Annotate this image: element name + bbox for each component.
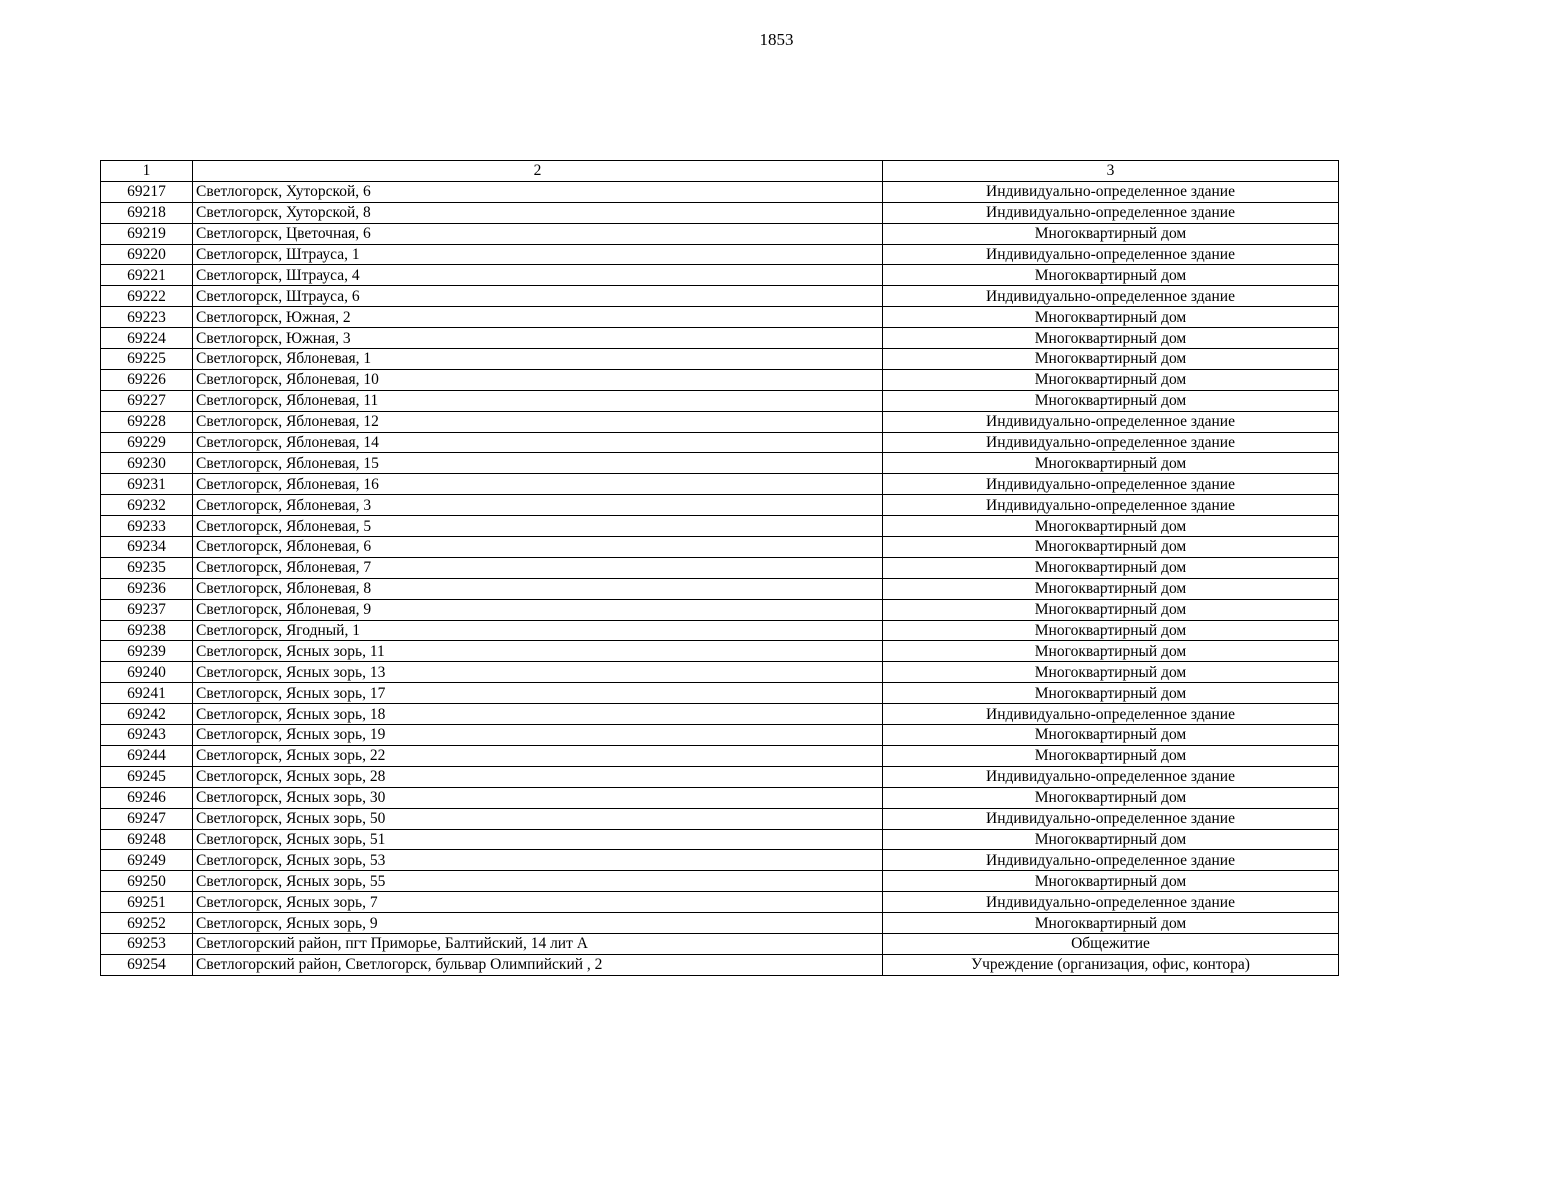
- cell-building-type: Многоквартирный дом: [883, 557, 1339, 578]
- table-row: [101, 453, 1339, 474]
- cell-building-type: Многоквартирный дом: [883, 516, 1339, 537]
- cell-number: 69227: [101, 390, 193, 411]
- cell-number: 69234: [101, 537, 193, 558]
- table-row: [101, 641, 1339, 662]
- cell-building-type: Многоквартирный дом: [883, 453, 1339, 474]
- cell-building-type: Индивидуально-определенное здание: [883, 202, 1339, 223]
- cell-building-type: Многоквартирный дом: [883, 662, 1339, 683]
- column-header-type: 3: [883, 161, 1339, 182]
- cell-building-type: Индивидуально-определенное здание: [883, 474, 1339, 495]
- cell-number: 69249: [101, 850, 193, 871]
- cell-number: 69226: [101, 369, 193, 390]
- cell-address: Светлогорск, Ясных зорь, 13: [193, 662, 883, 683]
- cell-address: Светлогорск, Яблоневая, 3: [193, 495, 883, 516]
- cell-address: Светлогорск, Штрауса, 1: [193, 244, 883, 265]
- cell-number: 69218: [101, 202, 193, 223]
- cell-number: 69223: [101, 307, 193, 328]
- table-row: [101, 787, 1339, 808]
- cell-number: 69244: [101, 745, 193, 766]
- cell-building-type: Многоквартирный дом: [883, 683, 1339, 704]
- cell-building-type: Многоквартирный дом: [883, 328, 1339, 349]
- cell-building-type: Общежитие: [883, 933, 1339, 954]
- cell-number: 69236: [101, 578, 193, 599]
- table-row: [101, 829, 1339, 850]
- cell-building-type: Индивидуально-определенное здание: [883, 244, 1339, 265]
- table-row: [101, 349, 1339, 370]
- column-header-address: 2: [193, 161, 883, 182]
- cell-number: 69221: [101, 265, 193, 286]
- table-row: [101, 871, 1339, 892]
- cell-number: 69239: [101, 641, 193, 662]
- table-row: [101, 286, 1339, 307]
- cell-building-type: Многоквартирный дом: [883, 745, 1339, 766]
- table-row: [101, 620, 1339, 641]
- cell-number: 69247: [101, 808, 193, 829]
- cell-building-type: Индивидуально-определенное здание: [883, 808, 1339, 829]
- cell-address: Светлогорск, Штрауса, 4: [193, 265, 883, 286]
- cell-address: Светлогорск, Штрауса, 6: [193, 286, 883, 307]
- cell-address: Светлогорский район, пгт Приморье, Балтийский, 14 лит А: [193, 933, 883, 954]
- cell-building-type: Индивидуально-определенное здание: [883, 411, 1339, 432]
- cell-address: Светлогорск, Хуторской, 8: [193, 202, 883, 223]
- cell-building-type: Многоквартирный дом: [883, 390, 1339, 411]
- cell-address: Светлогорск, Яблоневая, 5: [193, 516, 883, 537]
- cell-number: 69238: [101, 620, 193, 641]
- table-row: [101, 181, 1339, 202]
- table-row: [101, 474, 1339, 495]
- cell-number: 69250: [101, 871, 193, 892]
- cell-address: Светлогорск, Южная, 3: [193, 328, 883, 349]
- table-row: [101, 808, 1339, 829]
- table-row: [101, 223, 1339, 244]
- cell-number: 69224: [101, 328, 193, 349]
- cell-address: Светлогорск, Ясных зорь, 51: [193, 829, 883, 850]
- cell-building-type: Индивидуально-определенное здание: [883, 892, 1339, 913]
- table-row: [101, 599, 1339, 620]
- cell-number: 69241: [101, 683, 193, 704]
- cell-building-type: Индивидуально-определенное здание: [883, 704, 1339, 725]
- cell-address: Светлогорск, Ясных зорь, 50: [193, 808, 883, 829]
- cell-building-type: Многоквартирный дом: [883, 913, 1339, 934]
- cell-address: Светлогорск, Ягодный, 1: [193, 620, 883, 641]
- table-row: [101, 265, 1339, 286]
- cell-address: Светлогорск, Ясных зорь, 55: [193, 871, 883, 892]
- cell-number: 69242: [101, 704, 193, 725]
- table-row: [101, 704, 1339, 725]
- cell-building-type: Многоквартирный дом: [883, 787, 1339, 808]
- cell-number: 69243: [101, 725, 193, 746]
- cell-number: 69245: [101, 766, 193, 787]
- cell-address: Светлогорск, Яблоневая, 8: [193, 578, 883, 599]
- cell-building-type: Многоквартирный дом: [883, 871, 1339, 892]
- cell-address: Светлогорск, Ясных зорь, 28: [193, 766, 883, 787]
- cell-building-type: Многоквартирный дом: [883, 223, 1339, 244]
- cell-number: 69237: [101, 599, 193, 620]
- cell-address: Светлогорск, Ясных зорь, 9: [193, 913, 883, 934]
- buildings-table: [100, 160, 1339, 976]
- cell-building-type: Многоквартирный дом: [883, 829, 1339, 850]
- cell-number: 69251: [101, 892, 193, 913]
- cell-number: 69228: [101, 411, 193, 432]
- cell-address: Светлогорск, Яблоневая, 15: [193, 453, 883, 474]
- cell-building-type: Индивидуально-определенное здание: [883, 181, 1339, 202]
- cell-number: 69229: [101, 432, 193, 453]
- cell-number: 69219: [101, 223, 193, 244]
- cell-address: Светлогорск, Цветочная, 6: [193, 223, 883, 244]
- cell-building-type: Индивидуально-определенное здание: [883, 432, 1339, 453]
- table-row: [101, 954, 1339, 975]
- cell-address: Светлогорск, Ясных зорь, 53: [193, 850, 883, 871]
- cell-number: 69233: [101, 516, 193, 537]
- table-row: [101, 850, 1339, 871]
- table-row: [101, 557, 1339, 578]
- cell-number: 69217: [101, 181, 193, 202]
- table-row: [101, 516, 1339, 537]
- cell-address: Светлогорск, Ясных зорь, 30: [193, 787, 883, 808]
- cell-building-type: Многоквартирный дом: [883, 537, 1339, 558]
- cell-number: 69246: [101, 787, 193, 808]
- cell-building-type: Многоквартирный дом: [883, 620, 1339, 641]
- cell-address: Светлогорск, Яблоневая, 7: [193, 557, 883, 578]
- table-row: [101, 725, 1339, 746]
- table-row: [101, 913, 1339, 934]
- table-header-row: [101, 161, 1339, 182]
- cell-number: 69235: [101, 557, 193, 578]
- cell-address: Светлогорск, Ясных зорь, 7: [193, 892, 883, 913]
- cell-address: Светлогорск, Яблоневая, 9: [193, 599, 883, 620]
- cell-building-type: Индивидуально-определенное здание: [883, 850, 1339, 871]
- cell-address: Светлогорск, Хуторской, 6: [193, 181, 883, 202]
- table-row: [101, 933, 1339, 954]
- cell-number: 69252: [101, 913, 193, 934]
- cell-address: Светлогорск, Яблоневая, 10: [193, 369, 883, 390]
- cell-address: Светлогорск, Ясных зорь, 11: [193, 641, 883, 662]
- cell-number: 69220: [101, 244, 193, 265]
- cell-building-type: Многоквартирный дом: [883, 369, 1339, 390]
- table-row: [101, 328, 1339, 349]
- table-row: [101, 578, 1339, 599]
- cell-address: Светлогорск, Яблоневая, 14: [193, 432, 883, 453]
- cell-number: 69231: [101, 474, 193, 495]
- cell-address: Светлогорск, Ясных зорь, 18: [193, 704, 883, 725]
- cell-address: Светлогорск, Ясных зорь, 17: [193, 683, 883, 704]
- table-row: [101, 537, 1339, 558]
- cell-number: 69240: [101, 662, 193, 683]
- table-row: [101, 495, 1339, 516]
- cell-address: Светлогорск, Ясных зорь, 22: [193, 745, 883, 766]
- table-body: [101, 161, 1339, 976]
- table-row: [101, 390, 1339, 411]
- cell-address: Светлогорск, Южная, 2: [193, 307, 883, 328]
- table-row: [101, 432, 1339, 453]
- cell-address: Светлогорск, Яблоневая, 11: [193, 390, 883, 411]
- cell-building-type: Многоквартирный дом: [883, 725, 1339, 746]
- table-row: [101, 766, 1339, 787]
- table-row: [101, 892, 1339, 913]
- cell-number: 69253: [101, 933, 193, 954]
- table-row: [101, 307, 1339, 328]
- cell-building-type: Учреждение (организация, офис, контора): [883, 954, 1339, 975]
- cell-building-type: Многоквартирный дом: [883, 265, 1339, 286]
- table-row: [101, 244, 1339, 265]
- cell-address: Светлогорск, Яблоневая, 16: [193, 474, 883, 495]
- column-header-number: 1: [101, 161, 193, 182]
- cell-building-type: Многоквартирный дом: [883, 307, 1339, 328]
- cell-building-type: Многоквартирный дом: [883, 599, 1339, 620]
- cell-building-type: Индивидуально-определенное здание: [883, 495, 1339, 516]
- cell-building-type: Многоквартирный дом: [883, 349, 1339, 370]
- table-row: [101, 369, 1339, 390]
- cell-address: Светлогорск, Ясных зорь, 19: [193, 725, 883, 746]
- table-row: [101, 662, 1339, 683]
- cell-building-type: Индивидуально-определенное здание: [883, 766, 1339, 787]
- table-row: [101, 202, 1339, 223]
- cell-address: Светлогорск, Яблоневая, 6: [193, 537, 883, 558]
- cell-number: 69254: [101, 954, 193, 975]
- cell-number: 69230: [101, 453, 193, 474]
- table-row: [101, 745, 1339, 766]
- table-row: [101, 411, 1339, 432]
- cell-number: 69248: [101, 829, 193, 850]
- cell-address: Светлогорск, Яблоневая, 12: [193, 411, 883, 432]
- table-row: [101, 683, 1339, 704]
- cell-address: Светлогорский район, Светлогорск, бульвар Олимпийский , 2: [193, 954, 883, 975]
- cell-number: 69222: [101, 286, 193, 307]
- cell-building-type: Многоквартирный дом: [883, 578, 1339, 599]
- page-number: 1853: [759, 30, 794, 49]
- cell-building-type: Индивидуально-определенное здание: [883, 286, 1339, 307]
- cell-number: 69232: [101, 495, 193, 516]
- cell-address: Светлогорск, Яблоневая, 1: [193, 349, 883, 370]
- cell-number: 69225: [101, 349, 193, 370]
- cell-building-type: Многоквартирный дом: [883, 641, 1339, 662]
